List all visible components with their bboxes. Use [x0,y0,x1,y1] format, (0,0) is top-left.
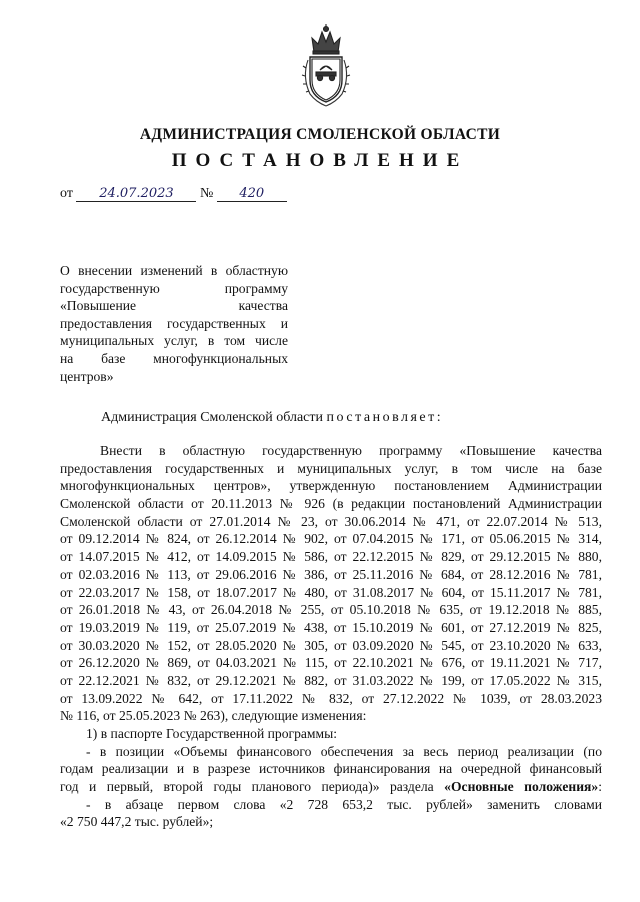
body-line: предоставления государственных и муниципальных услуг, в том числе на базе [60,460,602,476]
handwritten-date: 24.07.2023 [76,186,196,202]
intro-text: Администрация Смоленской области [101,410,324,425]
body-line: от 22.12.2021 № 832, от 29.12.2021 № 882, от 31.03.2022 № 199, от 17.05.2022 № 315, [60,672,602,688]
subject-line: муниципальных услуг, в том числе [60,333,288,349]
intro-verb: постановляет: [326,410,444,425]
body-line: от 30.03.2020 № 152, от 28.05.2020 № 305, от 03.09.2020 № 545, от 23.10.2020 № 633, [60,637,602,653]
organization-name: АДМИНИСТРАЦИЯ СМОЛЕНСКОЙ ОБЛАСТИ [139,126,501,143]
subject-line: «Повышение качества [60,298,288,314]
body-line: 1) в паспорте Государственной программы: [86,726,338,741]
body-line: Смоленской области от 27.01.2014 № 23, от 30.06.2014 № 471, от 22.07.2014 № 513, [60,513,602,529]
body-line: - в абзаце первом слова «2 728 653,2 тыс. рублей» заменить словами [86,796,602,812]
body-line: многофункциональных центров», утвержденную постановлением Администрации [60,478,602,494]
document-type: ПОСТАНОВЛЕНИЕ [171,150,469,171]
body-line: от 26.12.2020 № 869, от 04.03.2021 № 115, от 22.10.2021 № 676, от 19.11.2021 № 717, [60,655,602,671]
body-line: годам реализации и в разрезе источников финансирования на очередной финансовый [60,761,602,777]
body-line: от 14.07.2015 № 412, от 14.09.2015 № 586, от 22.12.2015 № 829, от 29.12.2015 № 880, [60,549,602,565]
body-line: Внести в областную государственную программу «Повышение качества [100,443,602,458]
body-line: Смоленской области от 20.11.2013 № 926 (в редакции постановлений Администрации [60,496,602,512]
body-line: от 22.03.2017 № 158, от 18.07.2017 № 480, от 31.08.2017 № 604, от 15.11.2017 № 781, [60,584,602,600]
subject-line: центров» [60,368,114,384]
body-line: «2 750 447,2 тыс. рублей»; [60,814,214,830]
intro-line [101,410,443,426]
subject-line: предоставления государственных и [60,315,288,331]
body-line: от 02.03.2016 № 113, от 29.06.2016 № 386, от 25.11.2016 № 684, от 28.12.2016 № 781, [60,566,602,582]
number-sign: № [199,186,214,201]
dateline [60,186,287,202]
handwritten-number: 420 [217,186,287,202]
subject-line: государственную программу [60,280,288,296]
document-body [60,442,602,831]
coat-of-arms-icon [296,22,356,108]
subject-line: О внесении изменений в областную [60,263,288,278]
body-line: - в позиции «Объемы финансового обеспечения за весь период реализации (по [86,743,602,759]
date-prefix: от [60,186,73,201]
body-line: от 13.09.2022 № 642, от 17.11.2022 № 832, от 27.12.2022 № 1039, от 28.03.2023 [60,690,602,706]
document-subject [60,262,288,385]
subject-line: на базе многофункциональных [60,350,288,366]
body-line: от 19.03.2019 № 119, от 25.07.2019 № 438, от 15.10.2019 № 601, от 27.12.2019 № 825, [60,619,602,635]
body-line: от 26.01.2018 № 43, от 26.04.2018 № 255, от 05.10.2018 № 635, от 19.12.2018 № 885, [60,602,602,618]
body-line: № 116, от 25.05.2023 № 263), следующие изменения: [60,708,367,724]
body-line: год и первый, второй годы планового периода)» раздела «Основные положения»: [60,779,602,795]
body-line: от 09.12.2014 № 824, от 26.12.2014 № 902, от 07.04.2015 № 171, от 05.06.2015 № 314, [60,531,602,547]
